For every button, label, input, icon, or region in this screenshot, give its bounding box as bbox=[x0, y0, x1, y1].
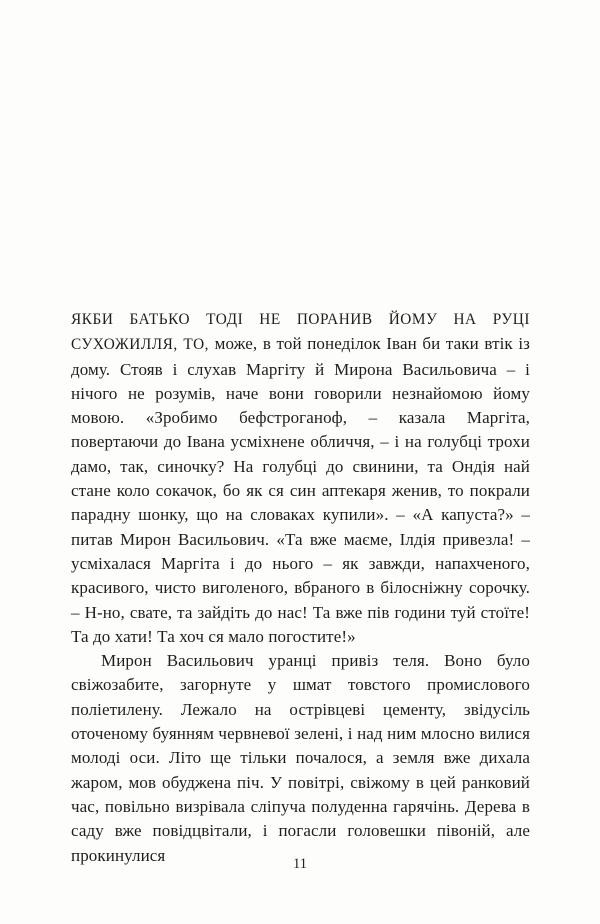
paragraph-second: Мирон Васильович уранці привіз теля. Воно було свіжозабите, загорнуте у шмат товстого промислового поліетилену. Лежало на острівцеві цементу, звідусіль оточеному буянням червневої зелені, і над ним млосно вилися молоді оси. Літо ще тільки почалося, а земля вже дихала жаром, мов обуджена піч. У повітрі, свіжому в цей ранковий час, повільно визрівала сліпуча полуденна гарячінь. Дерева в саду вже повідцвітали, і погасли головешки півоній, але прокинулися bbox=[71, 651, 530, 865]
paragraph-first bbox=[71, 307, 530, 649]
chapter-opening-line: ЯКБИ БАТЬКО ТОДІ НЕ ПОРАНИВ ЙОМУ НА РУЦІ СУХОЖИЛЛЯ, ТО, bbox=[71, 311, 530, 354]
page-number: 11 bbox=[293, 856, 307, 872]
body-text bbox=[71, 307, 530, 868]
paragraph-first-text: може, в той понеділок Іван би таки втік із дому. Стояв і слухав Маргіту й Мирона Васильовича – і нічого не розумів, наче вони говорили незнайомою йому мовою. «Зробимо бефстроганоф, – казала Маргіта, повертаючи до Івана усміхнене обличчя, – і на голубці трохи дамо, так, синочку? На голубці до свинини, та Ондія най стане коло сокачок, бо як ся син аптекаря женив, то покрали парадну шонку, що на словаках купили». – «А капуста?» – питав Мирон Васильович. «Та вже маєме, Ілдія привезла! – усміхалася Маргіта і до нього – як завжди, напахченого, красивого, чисто виголеного, вбраного в білосніжну сорочку. – Н-но, свате, та зайдіть до нас! Та вже пів години туй стоїте! Та до хати! Та хоч ся мало погостите!» bbox=[71, 334, 530, 646]
